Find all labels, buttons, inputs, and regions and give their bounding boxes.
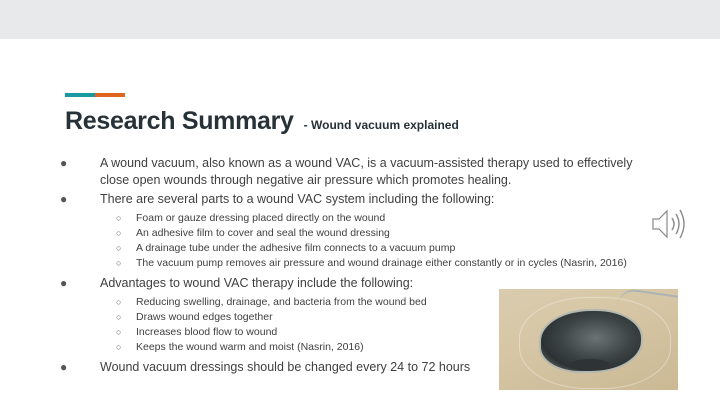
sub-bullet-item [58,211,658,226]
bullet-text: Wound vacuum dressings should be changed every 24 to 72 hours [100,360,471,374]
ring-bullet-icon: ○ [116,228,122,238]
bullet-text: A wound vacuum, also known as a wound VAC, is a vacuum-assisted therapy used to effectively close open wounds through negative air pressure which promotes healing. [100,156,633,187]
ring-bullet-icon: ○ [116,258,122,268]
sub-bullet-text: Draws wound edges together [136,311,273,323]
accent-orange [95,93,125,97]
top-band [0,0,720,39]
tube-port [571,359,609,369]
sub-bullet-text: Keeps the wound warm and moist (Nasrin, 2016) [136,341,364,353]
bullet-dot-icon: ● [60,192,68,206]
title-row [65,107,459,136]
wound-vac-photo [499,289,678,390]
bullet-item [58,191,658,208]
ring-bullet-icon: ○ [116,342,122,352]
slide-title: Research Summary [65,107,294,135]
bullet-text: Advantages to wound VAC therapy include the following: [100,276,414,290]
sub-bullet-item [58,226,658,241]
ring-bullet-icon: ○ [116,327,122,337]
ring-bullet-icon: ○ [116,312,122,322]
sub-bullet-text: Increases blood flow to wound [136,326,278,338]
sub-bullet-text: An adhesive film to cover and seal the wound dressing [136,227,390,239]
sub-bullet-text: Reducing swelling, drainage, and bacteria from the wound bed [136,296,427,308]
sub-bullet-text: A drainage tube under the adhesive film connects to a vacuum pump [136,242,456,254]
sub-bullet-item [58,241,658,256]
accent-teal [65,93,95,97]
sub-bullet-text: The vacuum pump removes air pressure and wound drainage either constantly or in cycles (Nasrin, 2016) [136,257,627,269]
sub-bullet-item [58,256,658,271]
title-accent-bar [65,93,125,97]
slide-subtitle: - Wound vacuum explained [303,118,459,132]
ring-bullet-icon: ○ [116,297,122,307]
sub-bullet-list [58,211,658,271]
speaker-icon[interactable] [649,206,693,242]
bullet-dot-icon: ● [60,276,68,290]
ring-bullet-icon: ○ [116,213,122,223]
bullet-text: There are several parts to a wound VAC system including the following: [100,192,495,206]
bullet-dot-icon: ● [60,156,68,170]
ring-bullet-icon: ○ [116,243,122,253]
sub-bullet-text: Foam or gauze dressing placed directly on the wound [136,212,386,224]
bullet-dot-icon: ● [60,360,68,374]
bullet-item [58,155,658,189]
